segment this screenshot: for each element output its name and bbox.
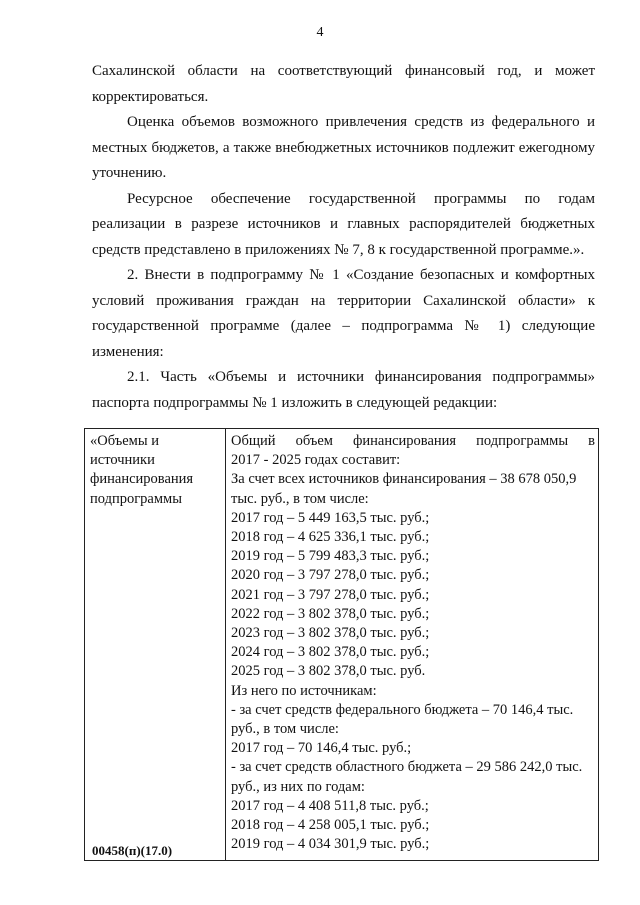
- text-line: 2. Внести в подпрограмму № 1 «Создание безопасных и комфортных: [127, 267, 595, 283]
- text-line: Ресурсное обеспечение государственной программы по годам: [127, 190, 595, 207]
- content-line: 2020 год – 3 797 278,0 тыс. руб.;: [231, 567, 430, 584]
- content-line: 2017 год – 5 449 163,5 тыс. руб.;: [231, 509, 430, 526]
- financing-table: [84, 428, 599, 861]
- content-line: - за счет средств федерального бюджета – 70 146,4 тыс.: [231, 701, 574, 718]
- content-line: 2017 - 2025 годах составит:: [231, 452, 401, 469]
- content-line: тыс. руб., в том числе:: [231, 490, 369, 507]
- text-line: 2.1. Часть «Объемы и источники финансирования подпрограммы»: [127, 369, 595, 385]
- page-number: 4: [316, 25, 324, 40]
- content-line: 2019 год – 4 034 301,9 тыс. руб.;: [231, 836, 430, 853]
- content-line: За счет всех источников финансирования – 38 678 050,9: [231, 471, 577, 488]
- text-line: Сахалинской области на соответствующий финансовый год, и может: [92, 63, 595, 79]
- content-line: 2017 год – 70 146,4 тыс. руб.;: [231, 740, 412, 757]
- content-line: Из него по источникам:: [231, 682, 377, 699]
- label-line: подпрограммы: [90, 490, 182, 507]
- content-line: 2018 год – 4 625 336,1 тыс. руб.;: [231, 529, 430, 546]
- text-line: условий проживания граждан на территории Сахалинской области» к: [92, 292, 595, 309]
- paragraph-1: [92, 59, 595, 110]
- label-cell: [85, 429, 226, 861]
- table-row: [85, 429, 599, 861]
- body-text: [92, 59, 595, 416]
- label-line: финансирования: [90, 471, 194, 488]
- text-line: паспорта подпрограммы № 1 изложить в следующей редакции:: [92, 394, 498, 411]
- text-line: Оценка объемов возможного привлечения средств из федерального и: [127, 114, 595, 130]
- text-line: реализации в разрезе источников и главных распорядителей бюджетных: [92, 216, 595, 232]
- label-line: источники: [90, 452, 155, 469]
- content-cell: [226, 429, 599, 861]
- content-line: - за счет средств областного бюджета – 29 586 242,0 тыс.: [231, 759, 583, 776]
- text-line: уточнению.: [92, 165, 167, 181]
- paragraph-3: [92, 187, 595, 264]
- content-line: руб., из них по годам:: [231, 778, 365, 795]
- content-line: 2017 год – 4 408 511,8 тыс. руб.;: [231, 797, 429, 814]
- paragraph-2: [92, 110, 595, 187]
- content-line: Общий объем финансирования подпрограммы в: [231, 433, 595, 449]
- text-line: государственной программе (далее – подпрограмма № 1) следующие: [92, 318, 595, 334]
- document-code: 00458(п)(17.0): [92, 843, 173, 858]
- text-line: местных бюджетов, а также внебюджетных источников подлежит ежегодному: [92, 139, 595, 156]
- content-line: 2025 год – 3 802 378,0 тыс. руб.: [231, 663, 426, 680]
- content-line: 2018 год – 4 258 005,1 тыс. руб.;: [231, 817, 430, 834]
- content-line: 2024 год – 3 802 378,0 тыс. руб.;: [231, 644, 430, 661]
- content-line: 2019 год – 5 799 483,3 тыс. руб.;: [231, 548, 430, 565]
- text-line: корректироваться.: [92, 88, 209, 105]
- content-line: 2023 год – 3 802 378,0 тыс. руб.;: [231, 625, 430, 642]
- paragraph-4: [92, 263, 595, 365]
- content-line: руб., в том числе:: [231, 721, 339, 738]
- label-line: «Объемы и: [90, 433, 159, 449]
- text-line: средств представлено в приложениях № 7, 8 к государственной программе.».: [92, 241, 585, 258]
- content-line: 2022 год – 3 802 378,0 тыс. руб.;: [231, 605, 430, 622]
- paragraph-5: [92, 365, 595, 416]
- text-line: изменения:: [92, 343, 164, 360]
- content-line: 2021 год – 3 797 278,0 тыс. руб.;: [231, 586, 430, 603]
